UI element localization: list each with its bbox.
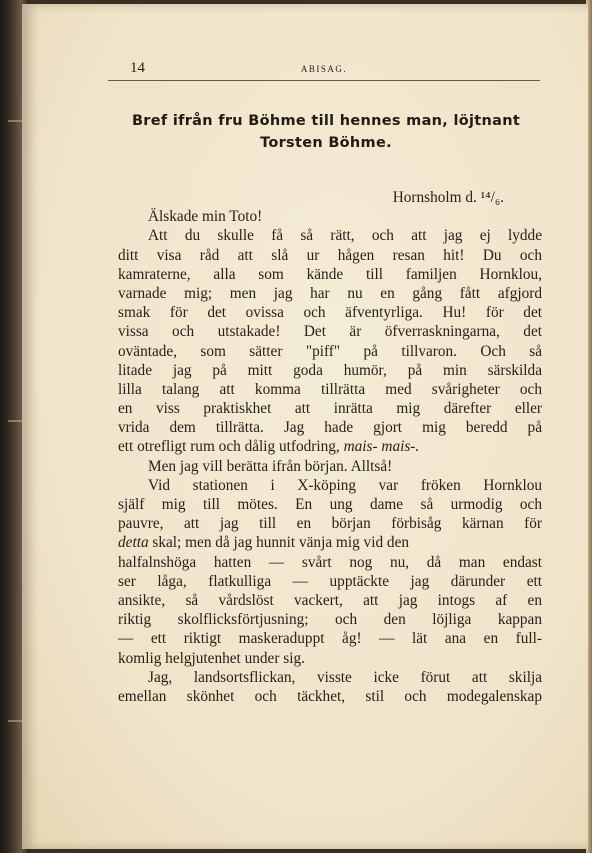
text-line: pauvre, att jag till en början förbisåg kärnan för: [118, 515, 542, 533]
running-head: ABISAG.: [300, 64, 348, 74]
place-date: Hornsholm d. ¹⁴/₆.: [392, 189, 504, 206]
text-line: ditt visa råd att slå ur hågen resan hit! Du och: [118, 246, 542, 264]
text-fragment: ett otrefligt rum och dålig utfodring,: [118, 438, 344, 456]
text-line: Men jag vill berätta ifrån början. Alltså!: [148, 457, 393, 475]
text-line: litade jag på mitt goda humör, på min särskilda: [118, 361, 542, 379]
italic-mais: mais- mais-.: [343, 438, 420, 456]
text-line: Jag, landsortsflickan, visste icke förut att skilja: [148, 668, 542, 686]
page-header: [108, 60, 540, 81]
heading-line-1: Bref ifrån fru Böhme till hennes man, löjtnant: [131, 113, 521, 129]
text-line: komlig helgjutenhet under sig.: [118, 649, 305, 667]
text-line: lilla talang att komma tillrätta med svårigheter och: [118, 380, 542, 398]
text-line: själf mig till mötes. En ung dame så urmodig och: [118, 496, 542, 513]
italic-detta: detta: [118, 534, 149, 552]
text-line: smak för det ovissa och äfventyrliga. Hu! för det: [118, 304, 542, 322]
text-fragment: skal; men då jag hunnit vänja mig vid den: [148, 534, 410, 552]
text-line: riktig skolflicksförtjusning; och den löjliga kappan: [118, 611, 542, 629]
text-line: Vid stationen i X-köping var fröken Hornklou: [148, 476, 542, 494]
binding-stitch: [8, 120, 22, 122]
text-line-with-italic: [118, 533, 542, 552]
text-line: emellan skönhet och täckhet, stil och modegalenskap: [118, 687, 542, 705]
page-number: 14: [130, 60, 145, 76]
letter-heading: [110, 110, 542, 154]
heading-line-2: Torsten Böhme.: [260, 135, 392, 151]
text-line: halfalnshöga hatten — svårt nog nu, då man endast: [118, 553, 542, 571]
salutation: Älskade min Toto!: [148, 208, 263, 226]
text-line: Att du skulle få så rätt, och att jag ej lydde: [148, 227, 542, 245]
binding-stitch: [8, 720, 22, 722]
letter-body: [118, 188, 542, 706]
binding-stitch: [8, 420, 22, 422]
text-line: vrida dem tillrätta. Jag hade gjort mig beredd på: [118, 419, 542, 437]
text-line: kamraterne, alla som kände till familjen Hornklou,: [118, 265, 542, 283]
text-line: — ett riktigt maskeraduppt åg! — lät ana en full-: [118, 630, 542, 648]
text-line: varnade mig; men jag har nu en gång fått afgjord: [118, 284, 542, 302]
text-line-with-italic: [118, 437, 542, 456]
text-line: ansikte, så vårdslöst vackert, att jag intogs af en: [118, 591, 542, 609]
text-line: oväntade, som sätter "piff" på tillvaron. Och så: [118, 342, 542, 360]
text-line: ser låga, flatkulliga — upptäckte jag därunder ett: [118, 572, 542, 590]
text-line: en viss praktiskhet att inrätta mig därefter eller: [118, 400, 542, 418]
text-line: vissa och utstakade! Det är öfverraskningarna, det: [118, 323, 542, 341]
